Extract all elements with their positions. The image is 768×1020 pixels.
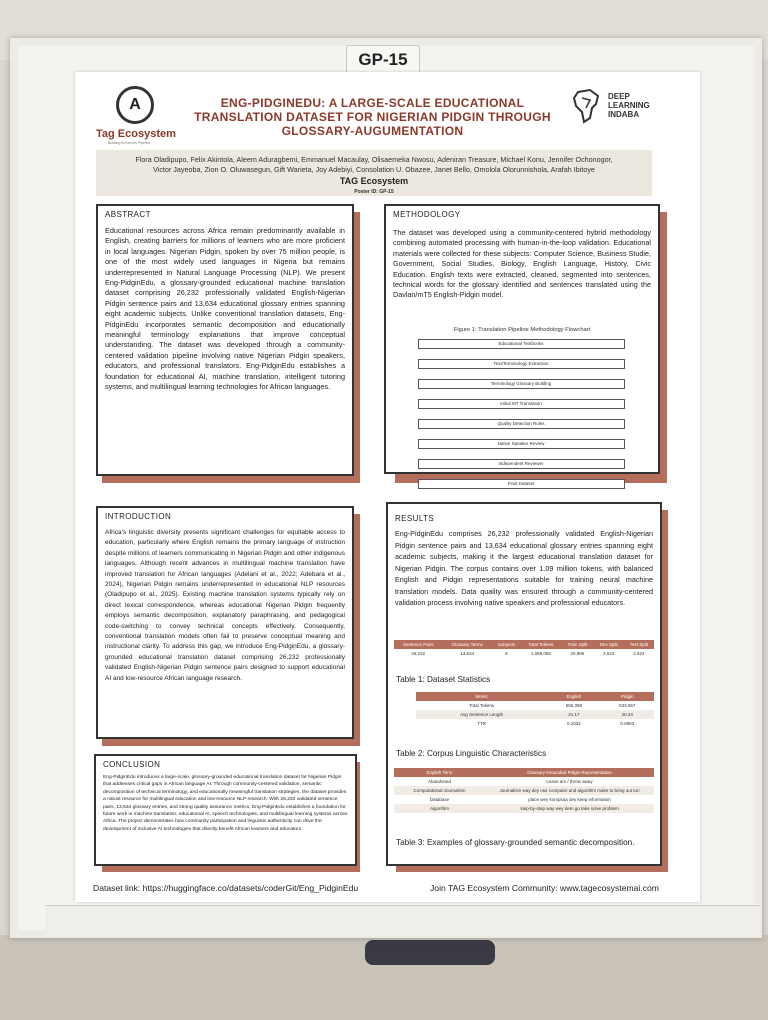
abstract-text: Educational resources across Africa remain predominantly available in English, creating barriers for millions of learners who are more proficient in local languages. Nigerian Pidgin, spoken by over 75 million people, is one of the most widely used languages in Nigeria but remains underrepresented in Natural Language Processing (NLP). We present Eng-PidginEdu, a glossary-grounded educational machine translation dataset comprising 26,232 professionally validated English-Nigerian Pidgin sentence pairs and 13,634 educational glossary entries spanning eight academic subjects. Unlike conventional translation datasets, Eng-PidginEdu incorporates semantic decomposition and educationally meaningful terminology explanations that improve conceptual understanding. The dataset was developed through a community-centered validation pipeline involving native Nigerian Pidgin speakers, educators, and professional translators. Eng-PidginEdu establishes a foundation for educational AI, machine translation, intelligent tutoring systems, and multilingual learning technologies for African languages. [105,226,345,392]
flow-step: Independent Reviewer [418,459,625,469]
semantic-decomposition-table [394,768,654,813]
author-line-1: Flora Oladipupo, Felix Akintola, Aleem Aduragbemi, Emmanuel Macaulay, Olisaemeka Nwosu, Adeniran Treasure, Michael Konu, Jennifer Ochonogor, [135,155,613,164]
conclusion-section [94,754,357,866]
table-row [416,701,654,710]
flow-step: Educational Textbooks [418,339,625,349]
community-link[interactable]: Join TAG Ecosystem Community: www.tagecosystemai.com [430,883,659,893]
tag-logo-tagline: Building AI from its Pipeline [108,141,151,145]
table-row [416,710,654,719]
dli-logo-text [608,92,650,119]
table-header-cell: Pidgin [601,692,654,701]
methodology-section [384,204,660,486]
dli-line-1: DEEP [608,92,630,101]
table-header-cell: Metric [416,692,547,701]
table-cell: 0.1032 [567,721,581,726]
table-cell: Journalism way dey use computer and algorithm make to bring out tori [485,786,654,795]
author-list [96,155,652,175]
introduction-section [96,506,354,739]
linguistic-characteristics-table [416,692,654,728]
dataset-statistics-table [394,640,654,658]
dli-line-3: INDABA [608,110,640,119]
table-row [394,777,654,786]
table-row [394,804,654,813]
table-1-caption: Table 1: Dataset Statistics [396,675,491,684]
table-cell: Computational Journalism [394,786,485,795]
organization-name: TAG Ecosystem [339,176,409,186]
table-row [394,786,654,795]
flowchart-caption: Figure 1: Translation Pipeline Methodology Flowchart [453,327,591,333]
conclusion-heading: CONCLUSION [103,760,161,769]
methodology-flowchart [416,339,626,499]
table-cell: Database [429,797,450,802]
poster-id: Poster ID: GP-15 [354,189,394,195]
introduction-heading: INTRODUCTION [105,512,172,521]
table-cell: 8 [505,651,508,656]
dli-line-2: LEARNING [608,101,650,110]
flow-step: Quality Detection Rules [418,419,625,429]
table-cell: 1,089,055 [530,651,551,656]
conclusion-text: Eng-PidginEdu introduces a large-scale, glossary-grounded educational translation dataset for Nigerian Pidgin that addresses critical gaps in African language AI. Through community-centered validation, semantic decomposition of technical terminology, and educationally meaningful translation strategies, the dataset provides a robust resource for multilingual education and low-resource NLP research. With 26,232 validated sentence pairs, 13,634 glossary entries, and strong quality assurance metrics, Eng-PidginEdu establishes a foundation for future work in machine translation, educational AI, speech technologies, and multilingual learning systems across Africa. The project demonstrates how community participation and linguistic authenticity can drive the development of inclusive AI technologies that directly benefit African learners and educators. [103,775,348,832]
table-header-cell: Test Split [624,640,654,649]
poster-title: ENG-PIDGINEDU: A LARGE-SCALE EDUCATIONAL TRANSLATION DATASET FOR NIGERIAN PIDGIN THROUGH GLOSSARY-AUGUMENTATION [194,96,551,138]
table-header-cell: English [547,692,600,701]
table-cell: 2,623 [603,651,615,656]
table-cell: Leave am / throw away [546,779,593,784]
flow-step: Final Dataset [418,479,625,489]
table-cell: 20.34 [601,710,654,719]
table-3 [394,768,654,813]
flow-step: Text/Terminology Extraction [418,359,625,369]
tag-logo-text: Tag Ecosystem [96,128,176,140]
author-line-2: Victor Jayeoba, Zion O. Oluwasegun, Gift Warieta, Joy Adebiyi, Consolation U. Obazee, Janet Bello, Omolola Olorunnishola, Arafah Ibitoye [153,165,595,174]
flow-step: Initial MT Translation [418,399,625,409]
table-cell: 555,398 [565,703,583,708]
table-cell: Total Tokens [469,703,495,708]
table-cell: step-by-step way wey dem go take solve problem [485,804,654,813]
abstract-heading: ABSTRACT [105,210,151,219]
table-3-caption: Table 3: Examples of glossary-grounded semantic decomposition. [396,838,635,847]
board-bottom-rail [45,905,760,936]
table-row [394,795,654,804]
table-cell: 0.0883 [620,721,635,726]
table-cell: 533,657 [619,703,636,708]
tag-ecosystem-logo [96,86,191,146]
table-cell: 21.17 [547,710,600,719]
results-section [386,502,662,866]
table-2-caption: Table 2: Corpus Linguistic Characteristics [396,749,547,758]
africa-map-icon [572,88,602,124]
table-cell: 26,232 [411,651,426,656]
flow-step: Terminology Glossary Building [418,379,625,389]
table-header-cell: Glossary Terms [443,640,493,649]
floor-object [365,940,495,965]
poster-tag-label: GP-15 [346,45,420,75]
table-cell: Abandoned [427,779,452,784]
abstract-section [96,204,354,476]
table-header-cell: Dev Split [594,640,624,649]
introduction-text: Africa's linguistic diversity presents significant challenges for equitable access to education, particularly where English remains the primary language of instruction despite millions of learners communicating in Nigerian Pidgin and other indigenous languages. Although recent advances in multilingual machine translation have improved translation for African languages (Adelani et al., 2022; Adebara et al., 2024), Nigerian Pidgin remains underrepresented in educational NLP resources (Oladipupo et al., 2025). Existing machine translation systems typically rely on direct lexical correspondence, whereas educational Nigerian Pidgin frequently employs semantic decomposition, explanatory paraphrasing, and pedagogical code-switching to convey technical concepts effectively. Consequently, conventional translation models often fail to preserve conceptual meaning and instructional clarity. To address this gap, we introduce Eng-PidginEdu, a glossary-grounded educational translation dataset comprising 26,232 professionally validated English-Nigerian Pidgin sentence pairs designed to support educational AI and low-resource African language research. [105,529,345,682]
deep-learning-indaba-logo [572,88,672,128]
table-cell: 20,985 [570,651,585,656]
table-cell: Algorithm [394,804,485,813]
table-header-cell: Train Split [561,640,594,649]
table-2 [416,692,654,728]
results-heading: RESULTS [395,514,435,523]
table-1 [394,640,654,658]
methodology-text: The dataset was developed using a community-centered hybrid methodology combining automated processing with human-in-the-loop validation. Educational materials were collected for these subjects: Computer Science, Business Studie, Government, Social Studies, Biology, English Language, History, Civic Education. English texts were extracted, cleaned, segmented into sentences, technical words for the glossary identified and sentences translated using the Davlan/mT5 English-Pidgin model. [393,228,651,300]
dataset-link[interactable]: Dataset link: https://huggingface.co/datasets/coderGit/Eng_PidginEdu [93,883,359,893]
tag-logo-icon: A [116,86,154,124]
table-cell: 2,624 [633,651,645,656]
table-row [394,649,654,658]
table-cell: place wey kompiuta dey keep information [528,797,611,802]
methodology-heading: METHODOLOGY [393,210,461,219]
table-header-cell: Sentence Pairs [394,640,443,649]
table-cell: Avg Sentence Length [416,710,547,719]
table-cell: TTR [477,721,486,726]
table-cell: 13,634 [460,651,475,656]
table-header-cell: Glossary-Grounded Pidgin Representation [485,768,654,777]
flow-step: Native Speaker Review [418,439,625,449]
table-header-cell: Total Tokens [521,640,561,649]
results-text: Eng-PidginEdu comprises 26,232 professionally validated English-Nigerian Pidgin sentence pairs and 13,634 educational glossary entries spanning eight academic subjects, making it the largest educational translation dataset for Nigerian Pidgin. The corpus contains over 1.09 million tokens, with balanced English and Pidgin representations suitable for training neural machine translation models. Data quality was ensured through a community-centered validation process involving native speakers and professional educators. [395,529,653,607]
table-header-cell: Subjects [492,640,521,649]
table-row [416,719,654,728]
table-header-cell: English Term [394,768,485,777]
